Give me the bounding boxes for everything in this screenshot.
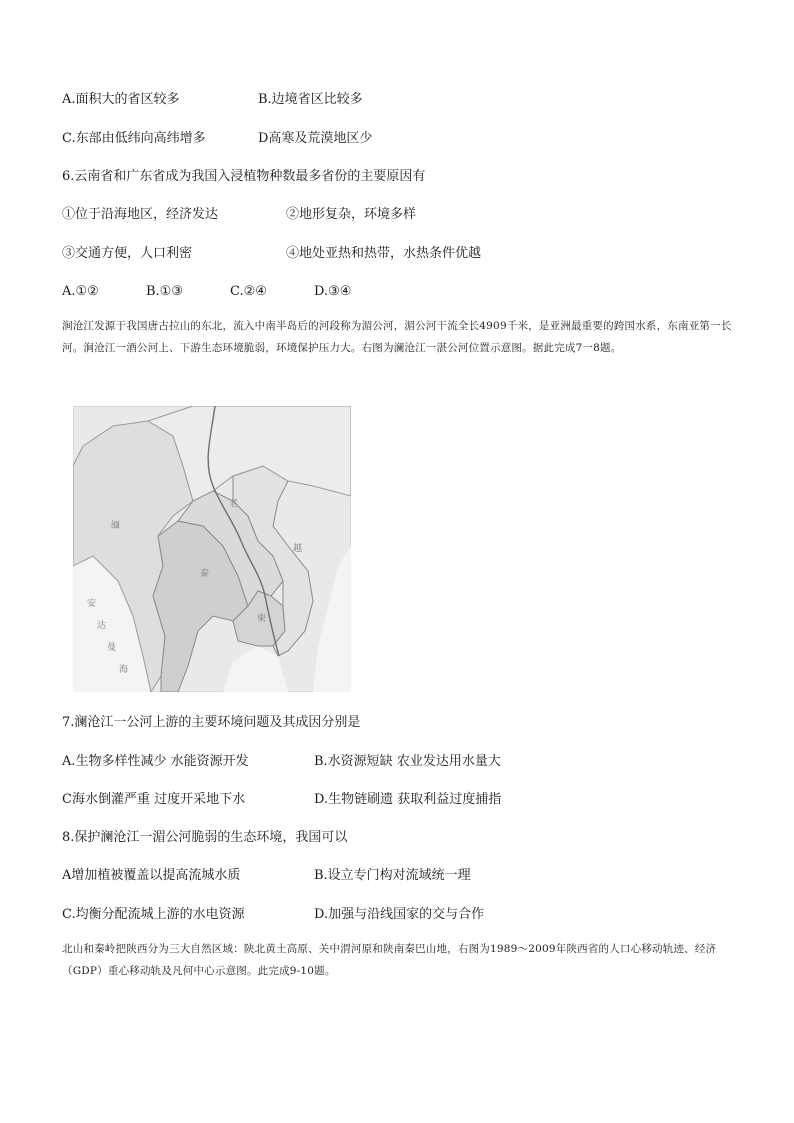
q5-option-c: C.东部由低纬向高纬增多 — [62, 131, 206, 146]
mekong-location-map — [73, 406, 351, 692]
q6-statement-4: ④地处亚热和热带，水热条件优越 — [286, 246, 482, 261]
q6-option-c: C.②④ — [230, 284, 267, 299]
q8-option-d: D.加强与沿线国家的交与合作 — [314, 907, 485, 922]
intro-paragraph-9-10: 北山和秦岭把陕西分为三大自然区域：陕北黄土高原、关中渭河原和陕南秦巴山地，右图为1989～2009年陕西省的人口心移动轨迹、经济（GDP）重心移动轨及凡何中心示意图。此完成9-10题。 — [62, 943, 717, 977]
q5-option-d: D高寒及荒漠地区少 — [258, 131, 373, 146]
q7-stem: 7.澜沧江一公河上游的主要环境问题及其成因分别是 — [62, 715, 361, 730]
intro-paragraph-7-8: 涧沧江发源于我国唐古拉山的东北，流入中南半岛后的河段称为湄公河，湄公河干流全长4909千米，是亚洲最重要的跨国水系，东南亚第一长河。涧沧江一酒公河上、下游生态环境脆弱，环境保护压力大。右图为澜沧江一湛公河位置示意图。据此完成7一8题。 — [62, 320, 732, 354]
map-label-andaman-4: 海 — [119, 665, 129, 675]
q6-statement-3: ③交通方便，人口利密 — [62, 246, 193, 261]
q6-option-a: A.①② — [62, 284, 99, 299]
q7-option-a: A.生物多样性减少 水能资源开发 — [62, 754, 249, 769]
q6-option-d: D.③④ — [314, 284, 352, 299]
map-label-myanmar: 缅 — [111, 521, 121, 531]
map-label-andaman-3: 曼 — [107, 643, 117, 653]
q8-option-b: B.设立专门构对流域统一理 — [314, 868, 471, 883]
q5-option-a: A.面积大的省区较多 — [62, 92, 180, 107]
q6-statement-1: ①位于沿海地区，经济发达 — [62, 207, 219, 222]
q8-stem: 8.保护澜沧江一湄公河脆弱的生态环境，我国可以 — [62, 830, 348, 845]
map-label-laos: 老 — [229, 499, 239, 509]
q8-option-a: A增加植被覆盖以提高流城水质 — [62, 868, 241, 883]
map-label-andaman-2: 达 — [97, 621, 107, 631]
q7-option-c: C海水倒灌严重 过度开采地下水 — [62, 792, 246, 807]
map-label-thailand: 泰 — [200, 569, 210, 579]
map-label-cambodia: 柬 — [257, 614, 267, 624]
map-label-vietnam: 越 — [293, 544, 303, 554]
q8-option-c: C.均衡分配流城上游的水电资源 — [62, 907, 245, 922]
q6-statement-2: ②地形复杂，环境多样 — [286, 207, 417, 222]
q5-option-b: B.边境省区比较多 — [258, 92, 363, 107]
q6-option-b: B.①③ — [146, 284, 183, 299]
map-label-andaman-1: 安 — [87, 599, 97, 609]
q6-stem: 6.云南省和广东省成为我国入浸植物种数最多省份的主要原因有 — [62, 169, 426, 184]
q7-option-d: D.生物链刷遗 获取利益过度捕指 — [314, 792, 502, 807]
q7-option-b: B.水资源短缺 农业发达用水量大 — [314, 754, 501, 769]
